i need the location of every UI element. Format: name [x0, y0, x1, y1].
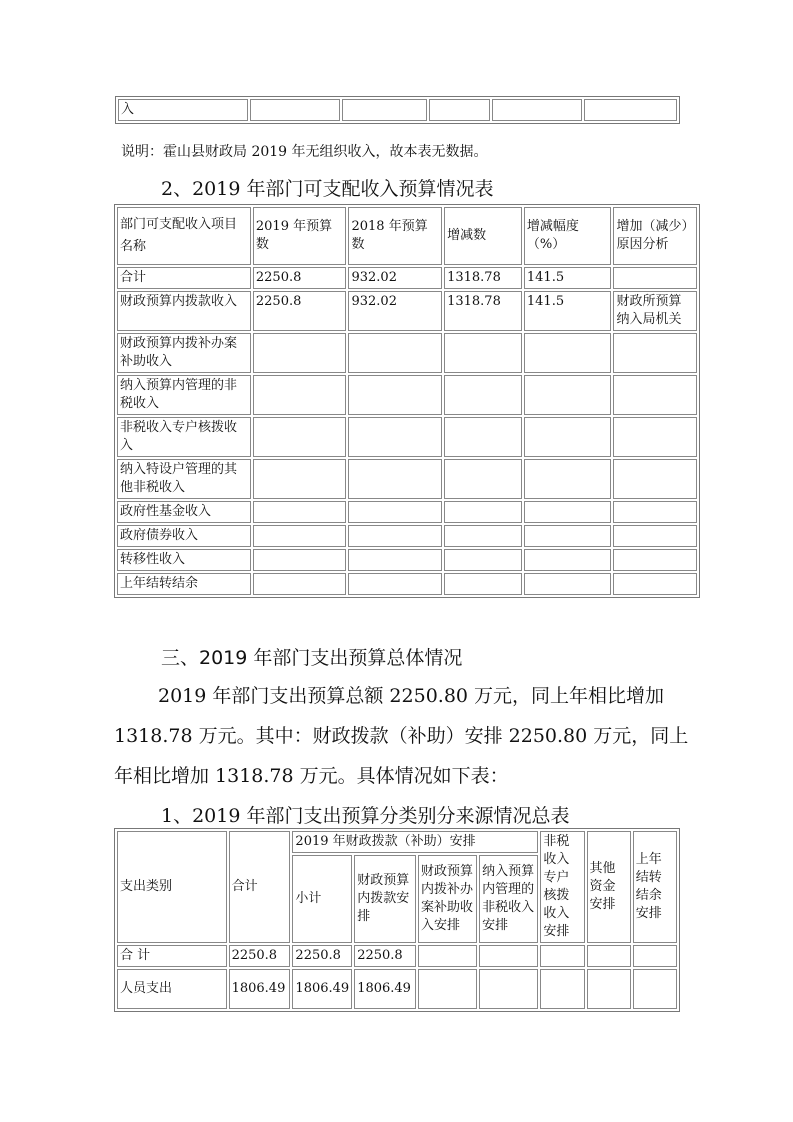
row-name: 纳入预算内管理的非税收入: [117, 375, 251, 415]
row-reason: [613, 459, 697, 499]
row-reason: [613, 375, 697, 415]
row-2018: [348, 549, 442, 571]
row-2019: [253, 573, 347, 595]
header-item-line1: 部门可支配收入项目: [120, 217, 238, 232]
table-cell: [540, 945, 584, 967]
row-2018: [348, 459, 442, 499]
row-2018: [348, 501, 442, 523]
table-cell: [418, 945, 477, 967]
header-change: 增减数: [444, 207, 522, 265]
row-name: 转移性收入: [117, 549, 251, 571]
row-reason: [613, 417, 697, 457]
table-cell: [479, 945, 538, 967]
row-2019: [253, 375, 347, 415]
section3-heading: 三、2019 年部门支出预算总体情况: [161, 647, 463, 669]
row-2018: 932.02: [348, 291, 442, 331]
row-fin-internal: 1806.49: [354, 969, 416, 1009]
header-reason: 增加（减少）原因分析: [613, 207, 697, 265]
table-cell: [429, 99, 490, 121]
table-cell: [633, 945, 677, 967]
table3-title: 1、2019 年部门支出预算分类别分来源情况总表: [161, 805, 570, 827]
row-name: 合计: [117, 267, 251, 289]
row-reason: [613, 573, 697, 595]
table-cell: [250, 99, 340, 121]
row-change: 1318.78: [444, 291, 522, 331]
header-2019: 2019 年预算数: [253, 207, 347, 265]
header-nontax-in: 纳入预算内管理的非税收入安排: [479, 855, 538, 943]
table-cell: [418, 969, 477, 1009]
row-change: [444, 573, 522, 595]
header-item-name: [117, 207, 251, 265]
row-change: [444, 525, 522, 547]
header-subtotal: 小计: [292, 855, 352, 943]
row-subtotal: 2250.8: [292, 945, 352, 967]
row-change: [444, 417, 522, 457]
row-reason: [613, 501, 697, 523]
header-other: 其他资金安排: [587, 831, 631, 943]
row-2019: 2250.8: [253, 291, 347, 331]
row-rate: 141.5: [524, 291, 612, 331]
row-2019: [253, 501, 347, 523]
row-rate: [524, 375, 612, 415]
row-rate: [524, 573, 612, 595]
row-rate: 141.5: [524, 267, 612, 289]
row-2019: [253, 459, 347, 499]
row-name: 政府债券收入: [117, 525, 251, 547]
row-2019: 2250.8: [253, 267, 347, 289]
top-table-fragment: [115, 96, 680, 124]
row-name: 上年结转结余: [117, 573, 251, 595]
section3-paragraph: [114, 676, 689, 796]
row-rate: [524, 501, 612, 523]
row-rate: [524, 549, 612, 571]
header-category: 支出类别: [117, 831, 227, 943]
row-total: 1806.49: [229, 969, 291, 1009]
row-change: [444, 501, 522, 523]
row-category: 人员支出: [117, 969, 227, 1009]
row-name: 非税收入专户核拨收入: [117, 417, 251, 457]
row-rate: [524, 459, 612, 499]
row-rate: [524, 525, 612, 547]
row-change: [444, 459, 522, 499]
row-subtotal: 1806.49: [292, 969, 352, 1009]
row-2019: [253, 549, 347, 571]
row-2018: [348, 333, 442, 373]
header-nontax-special: 非税收入专户核拨收入安排: [540, 831, 584, 943]
row-2018: [348, 375, 442, 415]
row-reason: 财政所预算纳入局机关: [613, 291, 697, 331]
note-text: 说明：霍山县财政局 2019 年无组织收入，故本表无数据。: [121, 144, 488, 160]
row-2019: [253, 525, 347, 547]
table-cell: [479, 969, 538, 1009]
row-total: 2250.8: [229, 945, 291, 967]
row-reason: [613, 525, 697, 547]
row-rate: [524, 417, 612, 457]
row-name: 政府性基金收入: [117, 501, 251, 523]
header-fin-internal: 财政预算内拨款安排: [354, 855, 416, 943]
row-reason: [613, 267, 697, 289]
row-2019: [253, 417, 347, 457]
row-change: 1318.78: [444, 267, 522, 289]
row-category: 合 计: [117, 945, 227, 967]
table-cell: [587, 945, 631, 967]
income-budget-table: [114, 204, 700, 598]
table-cell: [587, 969, 631, 1009]
row-2018: 932.02: [348, 267, 442, 289]
table-cell: [584, 99, 677, 121]
header-fiscal-group: 2019 年财政拨款（补助）安排: [292, 831, 538, 853]
row-rate: [524, 333, 612, 373]
table-cell: [342, 99, 427, 121]
row-2018: [348, 573, 442, 595]
table-cell: [492, 99, 582, 121]
row-name: 纳入特设户管理的其他非税收入: [117, 459, 251, 499]
row-reason: [613, 549, 697, 571]
header-rate: 增减幅度（%）: [524, 207, 612, 265]
row-2018: [348, 525, 442, 547]
table-cell: [540, 969, 584, 1009]
row-fin-internal: 2250.8: [354, 945, 416, 967]
table-cell: 入: [118, 99, 248, 121]
table2-title: 2、2019 年部门可支配收入预算情况表: [161, 178, 494, 200]
row-reason: [613, 333, 697, 373]
header-carry: 上年结转结余安排: [633, 831, 677, 943]
header-fin-case: 财政预算内拨补办案补助收入安排: [418, 855, 477, 943]
row-change: [444, 375, 522, 415]
header-item-line2: 名称: [120, 239, 147, 254]
section3-paragraph-text: 2019 年部门支出预算总额 2250.80 万元，同上年相比增加 1318.78 万元。其中：财政拨款（补助）安排 2250.80 万元，同上年相比增加 1318.78 万元。具体情况如下表：: [114, 685, 689, 787]
row-name: 财政预算内拨款收入: [117, 291, 251, 331]
row-name: 财政预算内拨补办案补助收入: [117, 333, 251, 373]
row-2018: [348, 417, 442, 457]
header-2018: 2018 年预算数: [348, 207, 442, 265]
header-total: 合计: [229, 831, 291, 943]
row-change: [444, 333, 522, 373]
expenditure-budget-table: [114, 828, 680, 1012]
row-change: [444, 549, 522, 571]
table-cell: [633, 969, 677, 1009]
row-2019: [253, 333, 347, 373]
